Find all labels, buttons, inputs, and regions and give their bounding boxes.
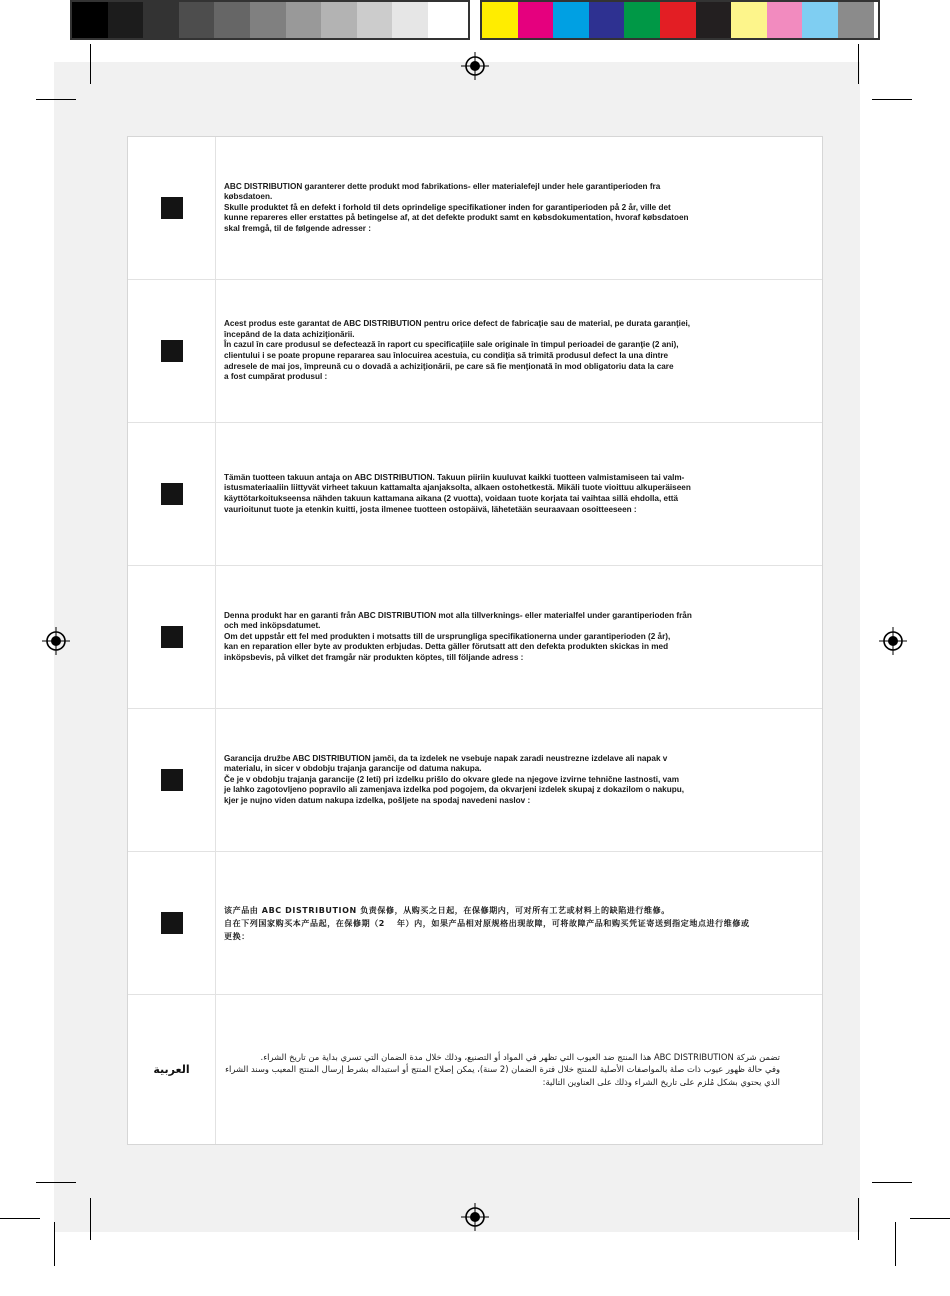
color-swatch [553, 2, 589, 38]
crop-mark [872, 1182, 912, 1183]
language-cell [128, 423, 216, 565]
text-line: 该产品由 ABC DISTRIBUTION 负责保修，从购买之日起，在保修期内，可对所有工艺或材料上的缺陷进行维修。 [224, 905, 670, 915]
text-line: تضمن شركة ABC DISTRIBUTION هذا المنتج ضد العيوب التي تظهر في المواد أو التصنيع، وذلك خلال مدة الضمان التي تسري بداية من تاريخ الشراء. [260, 1051, 780, 1062]
process-color-bar [480, 0, 880, 40]
warranty-row-swedish [128, 566, 822, 709]
warranty-paragraph [224, 473, 816, 515]
text-line: clientului i se poate propune repararea sau înlocuirea acestuia, cu condiţia să trimită produsul defect la una dintre [224, 351, 669, 360]
color-swatch [214, 2, 250, 38]
warranty-paragraph [224, 754, 816, 807]
warranty-table [127, 136, 823, 1145]
warranty-row-slovenian [128, 709, 822, 852]
text-line: 自在下列国家购买本产品起，在保修期（2 年）内，如果产品相对原规格出现故障，可将故障产品和购买凭证寄送到指定地点进行维修或 [224, 918, 750, 928]
language-cell [128, 280, 216, 422]
language-flag-box [161, 483, 183, 505]
text-line: kjer je nujno viden datum nakupa izdelka, pošljete na spodaj navedeni naslov : [224, 795, 531, 805]
text-line: Tämän tuotteen takuun antaja on ABC DISTRIBUTION. Takuun piiriin kuuluvat kaikki tuotteen valmistamiseen tai valm- [224, 472, 685, 482]
color-swatch [357, 2, 393, 38]
text-line: Denna produkt har en garanti från ABC DISTRIBUTION mot alla tillverknings- eller materialfel under garantiperioden från [224, 610, 692, 620]
warranty-text [224, 852, 816, 994]
language-cell [128, 852, 216, 994]
warranty-paragraph [224, 182, 816, 235]
warranty-paragraph [224, 319, 816, 383]
color-swatch [589, 2, 625, 38]
language-flag-box [161, 197, 183, 219]
crop-mark [858, 44, 859, 84]
color-swatch [482, 2, 518, 38]
color-swatch [72, 2, 108, 38]
text-line: Skulle produktet få en defekt i forhold til dets oprindelige specifikationer inden for garantiperioden på 2 år, ville det [224, 202, 671, 212]
color-swatch [179, 2, 215, 38]
warranty-text [224, 137, 816, 279]
text-line: الذي يحتوي بشكل مُلزم على تاريخ الشراء وذلك على العناوين التالية: [542, 1076, 780, 1087]
text-line: adresele de mai jos, împreună cu o dovadă a achiziţionării, pe care să fie menţionată în mod obligatoriu data la care [224, 361, 674, 371]
color-swatch [660, 2, 696, 38]
text-line: vaurioitunut tuote ja etenkin kuitti, josta ilmenee tuotteen ostopäivä, lähetetään seuraavaan osoitteeseen : [224, 504, 637, 514]
language-flag-box [161, 626, 183, 648]
warranty-text [224, 995, 816, 1144]
text-line: kunne repareres eller erstattes på betingelse af, at det defekte produkt samt en købsdokumentation, hvoraf købsdatoen [224, 213, 689, 223]
warranty-text [224, 709, 816, 851]
warranty-row-chinese [128, 852, 822, 995]
text-line: ABC DISTRIBUTION garanterer dette produkt mod fabrikations- eller materialefejl under hele garantiperioden fra [224, 181, 661, 191]
color-swatch [250, 2, 286, 38]
color-swatch [518, 2, 554, 38]
color-swatch [767, 2, 803, 38]
warranty-paragraph [224, 1051, 816, 1089]
text-line: materialu, in sicer v obdobju trajanja garancije od datuma nakupa. [224, 764, 482, 774]
language-cell [128, 995, 216, 1144]
color-swatch [802, 2, 838, 38]
warranty-row-arabic [128, 995, 822, 1144]
language-flag-box [161, 340, 183, 362]
crop-mark [54, 1222, 55, 1266]
color-swatch [428, 2, 464, 38]
text-line: وفي حالة ظهور عيوب ذات صلة بالمواصفات الأصلية للمنتج خلال فترة الضمان (2 سنة)، يمكن إصلاح المنتج أو استبداله بشرط إرسال المنتج المعيب وسند الشراء [225, 1064, 780, 1075]
crop-mark [910, 1218, 950, 1219]
color-swatch [286, 2, 322, 38]
registration-mark-icon [461, 1203, 489, 1231]
text-line: Garancija družbe ABC DISTRIBUTION jamči, da ta izdelek ne vsebuje napak zaradi neustrezne izdelave ali napak v [224, 753, 668, 763]
color-swatch [838, 2, 874, 38]
color-swatch [731, 2, 767, 38]
text-line: istusmateriaaliin liittyvät virheet takuun kattamalta ajanjaksolta, alkaen ostohetkestä. Mikäli tuote vioittuu alkuperäiseen [224, 483, 691, 493]
text-line: Acest produs este garantat de ABC DISTRIBUTION pentru orice defect de fabricaţie sau de material, pe durata garanţiei, [224, 319, 691, 329]
color-swatch [392, 2, 428, 38]
crop-mark [895, 1222, 896, 1266]
warranty-row-finnish [128, 423, 822, 566]
crop-mark [872, 99, 912, 100]
registration-mark-icon [879, 627, 907, 655]
warranty-paragraph [224, 611, 816, 664]
warranty-text [224, 566, 816, 708]
language-flag-box [161, 769, 183, 791]
language-cell [128, 137, 216, 279]
crop-mark [36, 99, 76, 100]
crop-mark [858, 1198, 859, 1240]
grayscale-color-bar [70, 0, 470, 40]
language-label: العربية [153, 1063, 190, 1076]
crop-mark [90, 1198, 91, 1240]
crop-mark [0, 1218, 40, 1219]
warranty-row-danish [128, 137, 822, 280]
text-line: käyttötarkoitukseensa nähden takuun kattamana aikana (2 vuotta), voidaan tuote korjata tai vaihtaa sillä ehdolla, että [224, 494, 679, 503]
text-line: skal fremgå, til de følgende adresser : [224, 223, 371, 233]
text-line: och med inköpsdatumet. [224, 621, 321, 631]
color-swatch [108, 2, 144, 38]
registration-mark-icon [461, 52, 489, 80]
warranty-text [224, 423, 816, 565]
text-line: În cazul în care produsul se defectează în raport cu specificaţiile sale originale în timpul perioadei de garanţie (2 ani), [224, 340, 679, 350]
language-cell [128, 709, 216, 851]
warranty-paragraph [224, 904, 816, 943]
color-swatch [321, 2, 357, 38]
text-line: Om det uppstår ett fel med produkten i motsatts till de ursprungliga specifikationerna under garantiperioden (2 år), [224, 631, 671, 641]
text-line: je lahko zagotovljeno popravilo ali zamenjava izdelka pod pogojem, da okvarjeni izdelek skupaj z dokazilom o nakupu, [224, 785, 684, 795]
language-flag-box [161, 912, 183, 934]
registration-mark-icon [42, 627, 70, 655]
warranty-text [224, 280, 816, 422]
text-line: kan en reparation eller byte av produkten erbjudas. Detta gäller förutsatt att den defekta produkten skickas in med [224, 642, 669, 652]
crop-mark [90, 44, 91, 84]
color-swatch [696, 2, 732, 38]
text-line: Če je v obdobju trajanja garancije (2 leti) pri izdelku prišlo do okvare glede na njegove izvirne tehnične lastnosti, vam [224, 774, 679, 784]
text-line: købsdatoen. [224, 192, 273, 202]
text-line: 更换： [224, 931, 250, 941]
language-cell [128, 566, 216, 708]
color-swatch [624, 2, 660, 38]
text-line: inköpsbevis, på vilket det framgår när produkten köptes, till följande adress : [224, 652, 524, 662]
text-line: a fost cumpărat produsul : [224, 372, 328, 382]
crop-mark [36, 1182, 76, 1183]
text-line: începând de la data achiziţionării. [224, 329, 355, 339]
warranty-row-romanian [128, 280, 822, 423]
color-swatch [143, 2, 179, 38]
